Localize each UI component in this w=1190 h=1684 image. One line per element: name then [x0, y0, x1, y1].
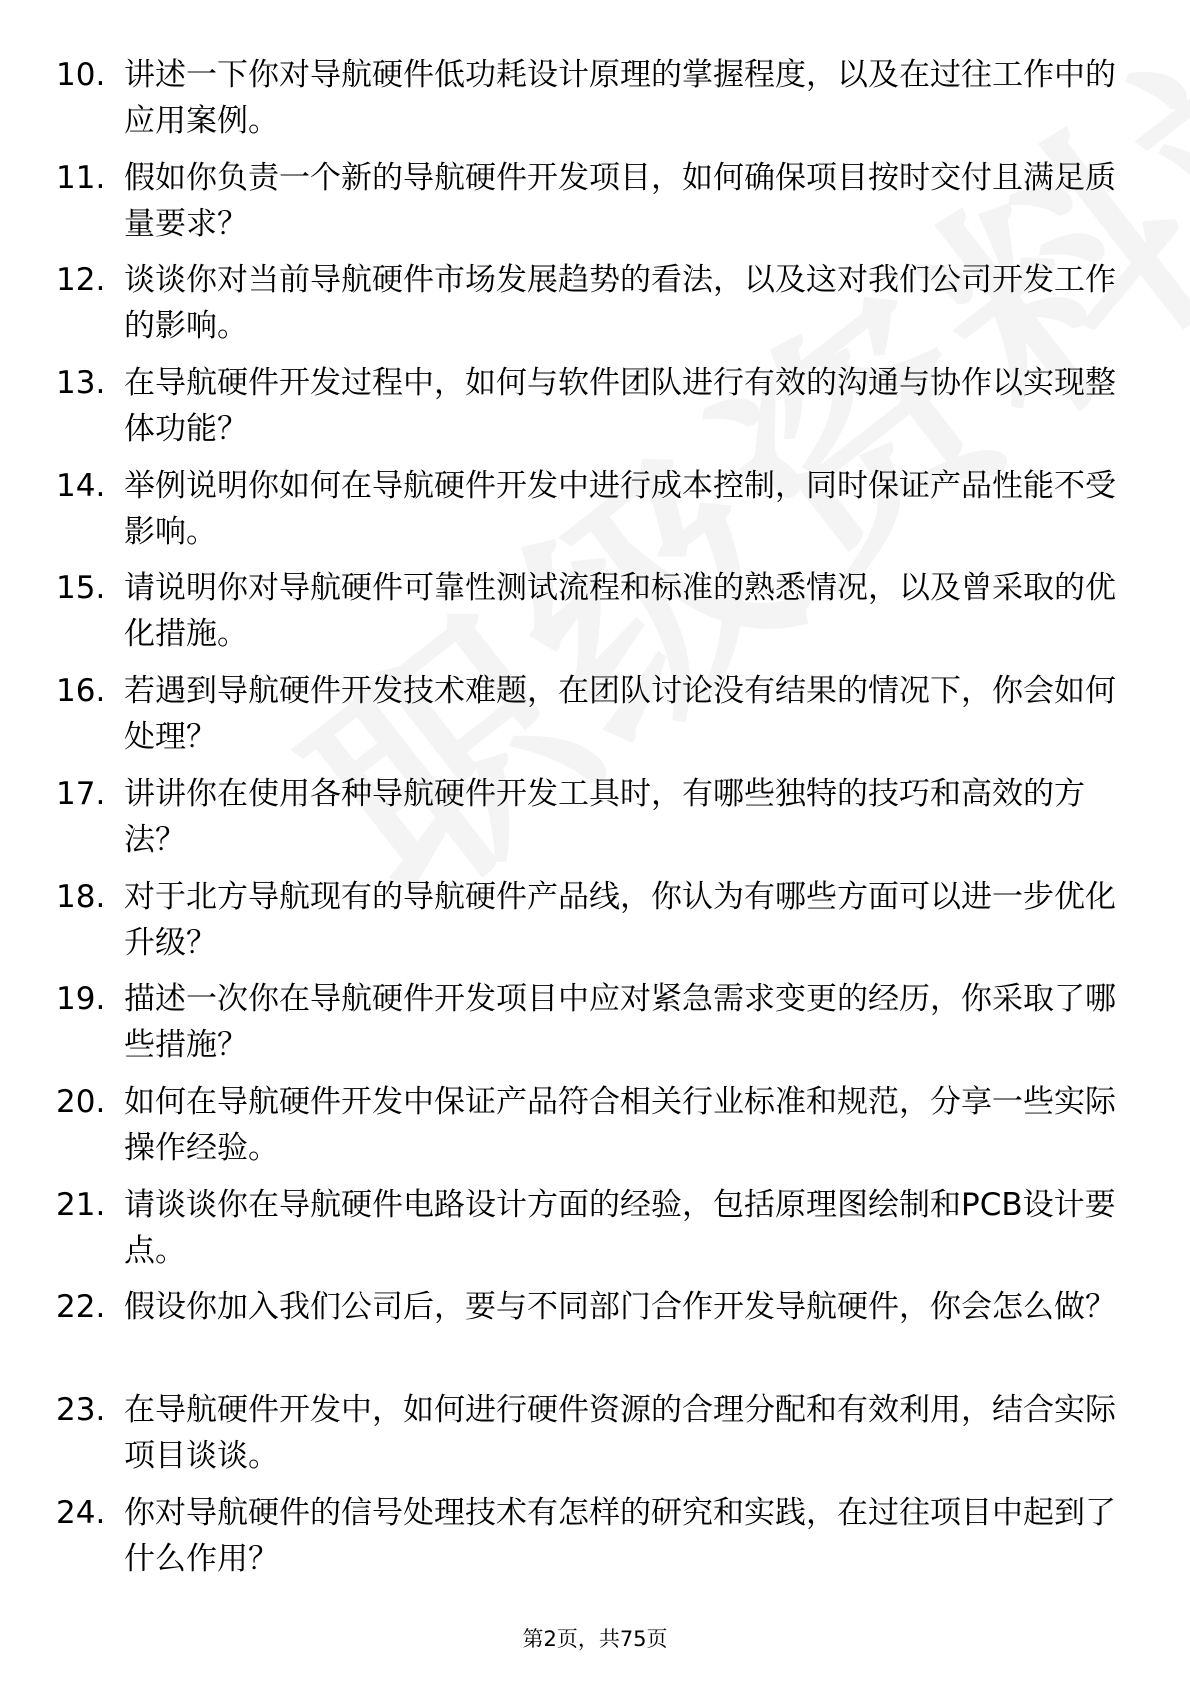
question-list [56, 52, 1136, 1592]
question-number: 13. [56, 365, 106, 402]
page-footer [0, 1624, 1190, 1654]
list-item [56, 463, 1136, 566]
list-item [56, 257, 1136, 360]
question-text: 请谈谈你在导航硬件电路设计方面的经验，包括原理图绘制和PCB设计要点。 [124, 1186, 1116, 1269]
question-text: 对于北方导航现有的导航硬件产品线，你认为有哪些方面可以进一步优化升级？ [124, 878, 1116, 961]
list-item [56, 1284, 1136, 1387]
question-number: 19. [56, 981, 106, 1018]
question-text: 讲讲你在使用各种导航硬件开发工具时，有哪些独特的技巧和高效的方法？ [124, 775, 1085, 858]
question-text: 你对导航硬件的信号处理技术有怎样的研究和实践，在过往项目中起到了什么作用？ [124, 1494, 1116, 1577]
list-item [56, 1490, 1136, 1593]
question-number: 20. [56, 1083, 106, 1120]
question-text: 在导航硬件开发中，如何进行硬件资源的合理分配和有效利用，结合实际项目谈谈。 [124, 1391, 1116, 1474]
question-number: 14. [56, 467, 106, 504]
question-number: 23. [56, 1391, 106, 1428]
list-item [56, 1182, 1136, 1285]
question-number: 15. [56, 570, 106, 607]
list-item [56, 1079, 1136, 1182]
list-item [56, 874, 1136, 977]
question-number: 24. [56, 1494, 106, 1531]
question-number: 17. [56, 775, 106, 812]
list-item [56, 52, 1136, 155]
question-text: 请说明你对导航硬件可靠性测试流程和标准的熟悉情况，以及曾采取的优化措施。 [124, 570, 1116, 653]
question-number: 10. [56, 57, 106, 93]
question-text: 在导航硬件开发过程中，如何与软件团队进行有效的沟通与协作以实现整体功能？ [124, 365, 1116, 448]
question-number: 12. [56, 262, 106, 299]
list-item [56, 976, 1136, 1079]
question-text: 描述一次你在导航硬件开发项目中应对紧急需求变更的经历，你采取了哪些措施？ [124, 981, 1116, 1064]
list-item [56, 1387, 1136, 1490]
list-item [56, 565, 1136, 668]
question-text: 假如你负责一个新的导航硬件开发项目，如何确保项目按时交付且满足质量要求？ [124, 159, 1116, 242]
list-item [56, 360, 1136, 463]
question-number: 18. [56, 878, 106, 915]
list-item [56, 155, 1136, 258]
question-text: 如何在导航硬件开发中保证产品符合相关行业标准和规范，分享一些实际操作经验。 [124, 1083, 1116, 1166]
question-text: 举例说明你如何在导航硬件开发中进行成本控制，同时保证产品性能不受影响。 [124, 467, 1116, 550]
page-number: 第2页，共75页 [522, 1627, 668, 1651]
question-number: 16. [56, 673, 106, 710]
question-text: 假设你加入我们公司后，要与不同部门合作开发导航硬件，你会怎么做？ [124, 1289, 1116, 1326]
question-text: 谈谈你对当前导航硬件市场发展趋势的看法，以及这对我们公司开发工作的影响。 [124, 262, 1116, 345]
list-item [56, 668, 1136, 771]
question-number: 22. [56, 1289, 106, 1326]
question-text: 若遇到导航硬件开发技术难题，在团队讨论没有结果的情况下，你会如何处理？ [124, 673, 1116, 756]
question-number: 11. [56, 159, 106, 196]
list-item [56, 771, 1136, 874]
question-text: 讲述一下你对导航硬件低功耗设计原理的掌握程度，以及在过往工作中的应用案例。 [124, 57, 1116, 139]
question-number: 21. [56, 1186, 106, 1223]
